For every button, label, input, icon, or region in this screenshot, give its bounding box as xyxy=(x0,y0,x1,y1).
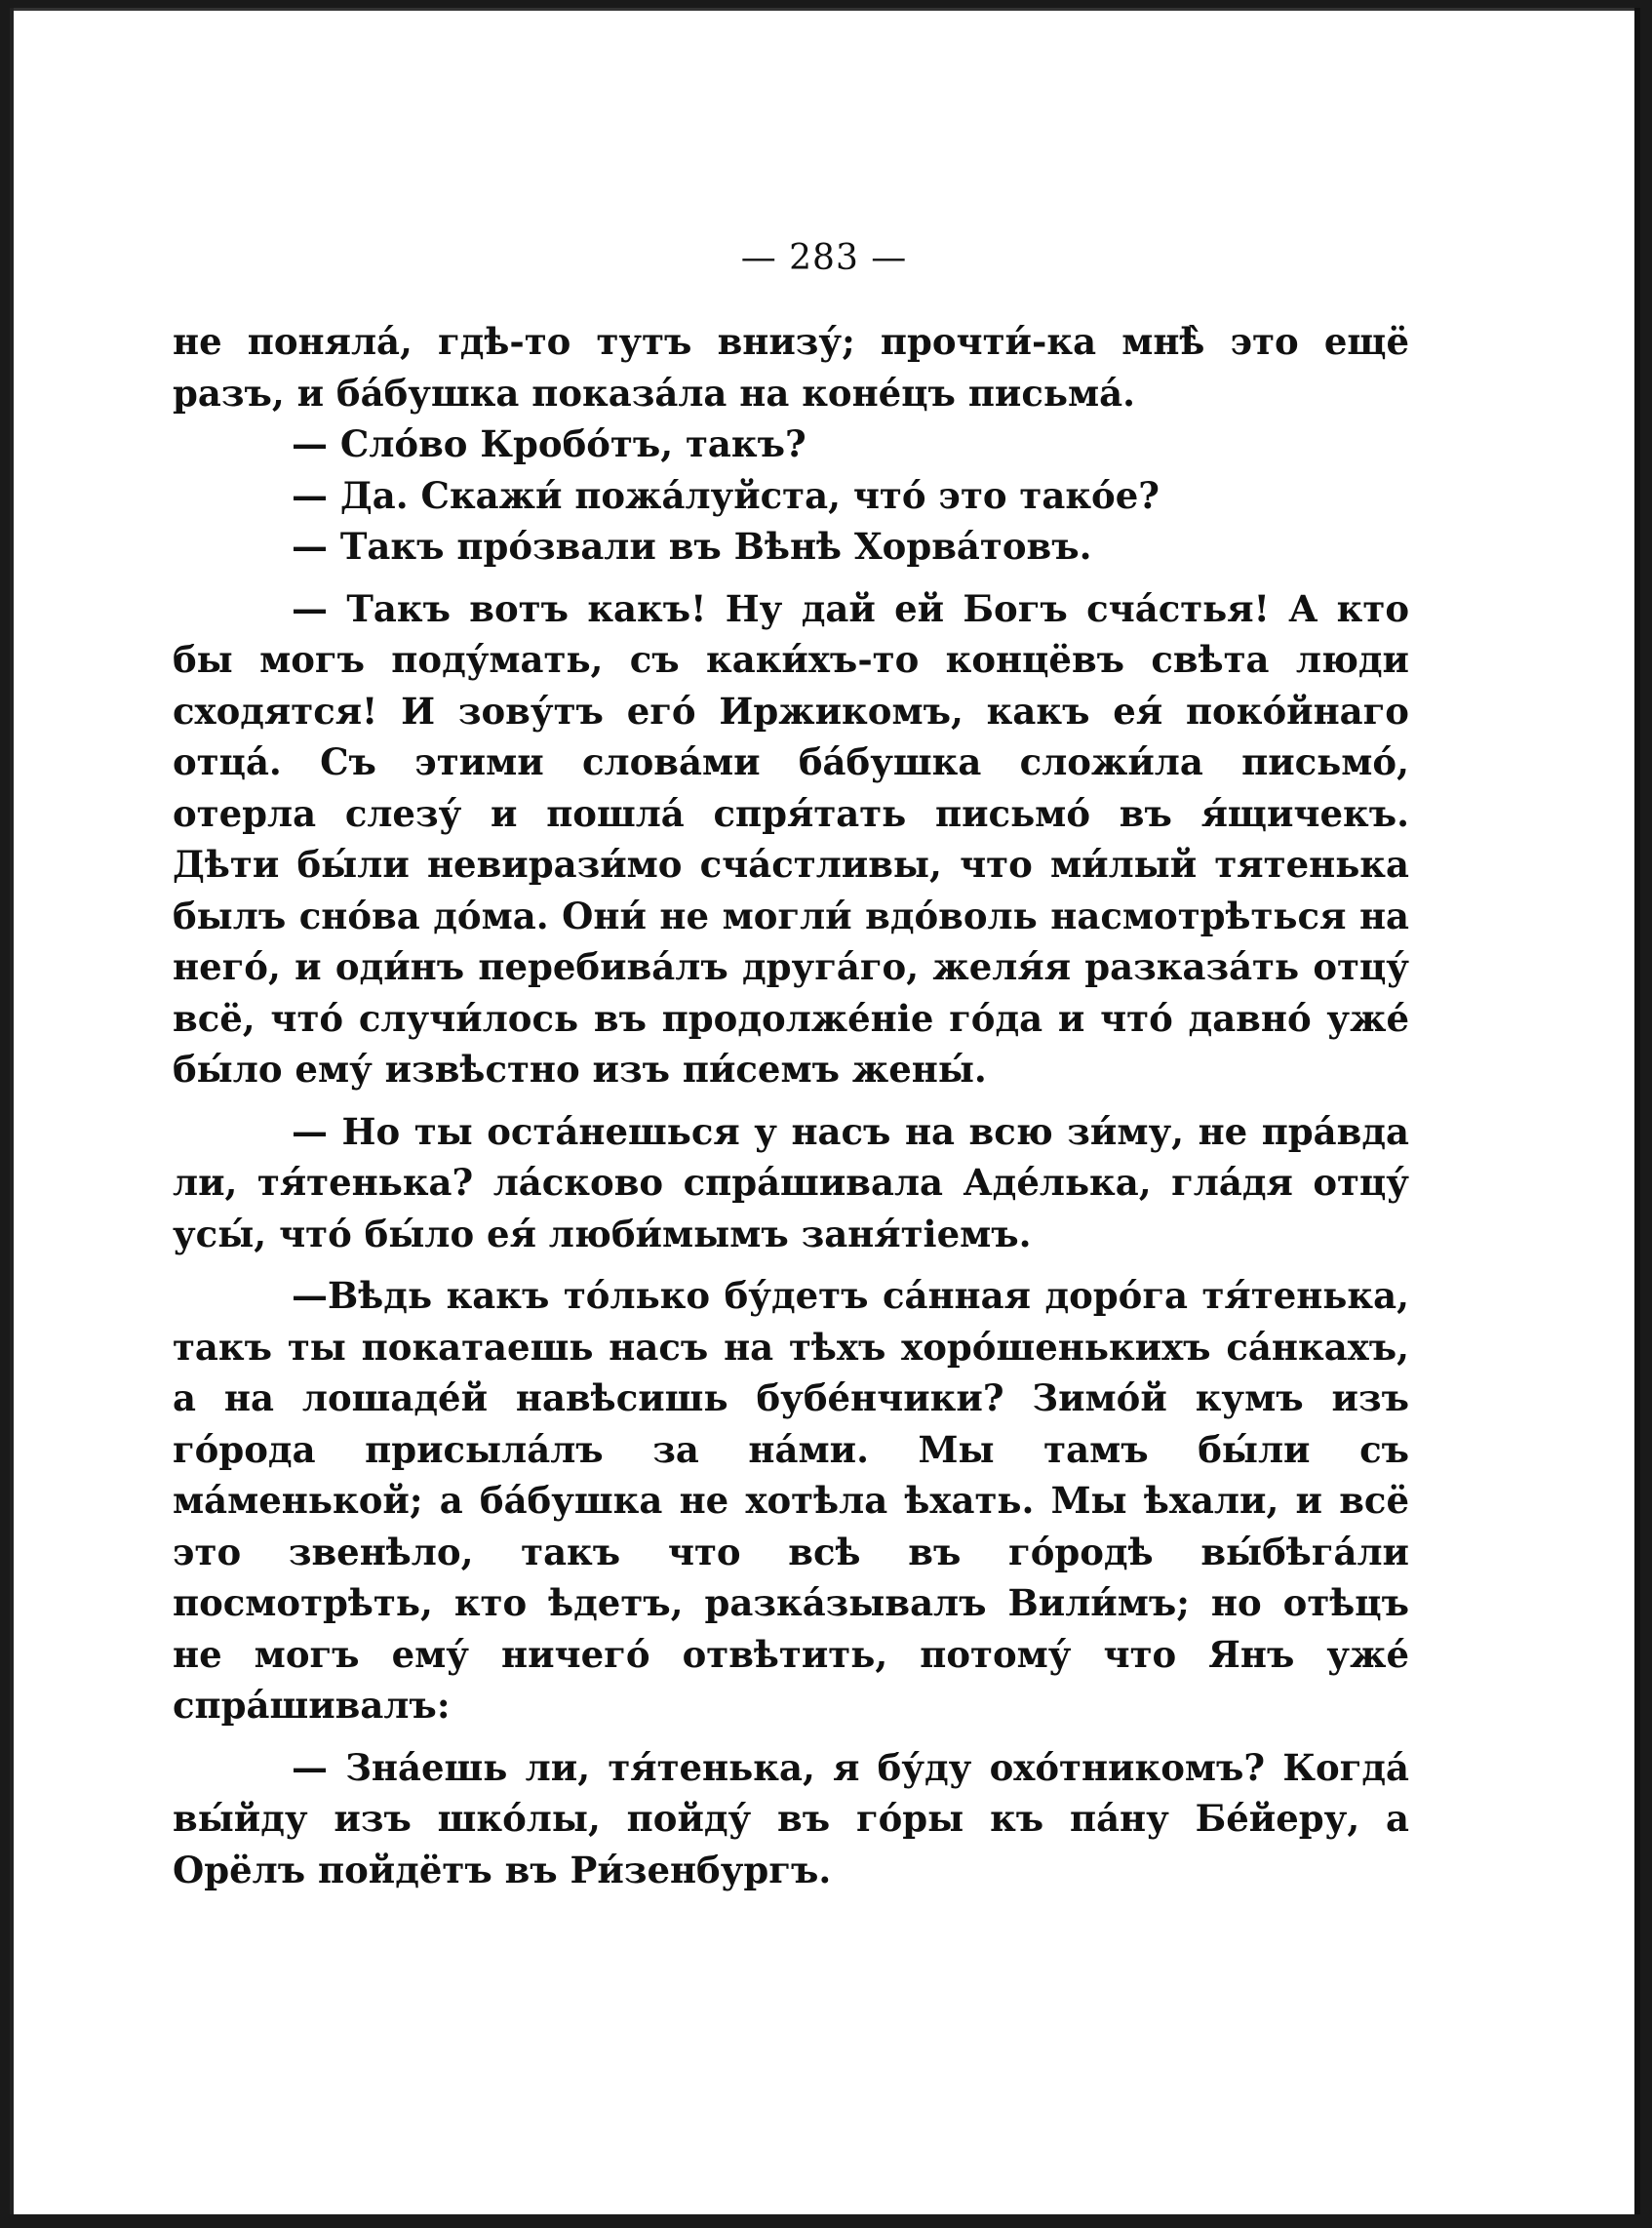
paragraph-narrative-1: — Такъ вотъ какъ! Ну дай ей Богъ сча́стья! А кто бы могъ поду́мать, съ каки́хъ-то концёвъ свѣта люди сходятся! И зову́тъ его́ Иржикомъ, какъ ея́ поко́йнаго отца́. Съ этими слова́ми ба́бушка сложи́ла письмо́, отерла слезу́ и пошла́ спря́тать письмо́ въ я́щичекъ. Дѣти бы́ли невирази́мо сча́стливы, что ми́лый тятенька былъ сно́ва до́ма. Они́ не могли́ вдо́воль насмотрѣться на него́, и оди́нъ перебива́лъ друга́го, желя́я разказа́ть отцу́ всё, что́ случи́лось въ продолже́ніе го́да и что́ давно́ уже́ бы́ло ему́ извѣстно изъ пи́семъ жены́. xyxy=(173,586,1409,1091)
paragraph-continuation: не поняла́, гдѣ-то тутъ внизу́; прочти́-ка мнѣ̀ это ещё разъ, и ба́бушка показа́ла на коне́цъ письма́. xyxy=(173,320,1409,415)
paragraph-dialogue-1: — Сло́во Кробо́тъ, такъ? xyxy=(292,422,806,465)
book-page xyxy=(10,8,1640,2214)
paragraph-dialogue-2: — Да. Скажи́ пожа́луйста, что́ это тако́е? xyxy=(292,473,1160,517)
paragraph-narrative-2: —Вѣдь какъ то́лько бу́детъ са́нная доро́га тя́тенька, такъ ты покатаешь насъ на тѣхъ хоро́шенькихъ са́нкахъ, а на лошаде́й навѣсишь бубе́нчики? Зимо́й кумъ изъ го́рода присыла́лъ за на́ми. Мы тамъ бы́ли съ ма́менькой; а ба́бушка не хотѣла ѣхать. Мы ѣхали, и всё это звенѣло, такъ что всѣ въ го́родѣ вы́бѣга́ли посмотрѣть, кто ѣдетъ, разка́зывалъ Вили́мъ; но отѣцъ не могъ ему́ ничего́ отвѣтить, потому́ что Янъ уже́ спра́шивалъ: xyxy=(173,1274,1409,1727)
paragraph-dialogue-4: — Но ты оста́нешься у насъ на всю зи́му, не пра́вда ли, тя́тенька? ла́сково спра́шивала Аде́лька, гла́дя отцу́ усы́, что́ бы́ло ея́ люби́мымъ заня́тіемъ. xyxy=(173,1109,1409,1255)
body-text xyxy=(173,316,1409,1895)
paragraph-dialogue-3: — Такъ про́звали въ Вѣнѣ Хорва́товъ. xyxy=(292,525,1092,568)
page-number: — 283 — xyxy=(740,238,908,278)
paragraph-dialogue-5: — Зна́ешь ли, тя́тенька, я бу́ду охо́тникомъ? Когда́ вы́йду изъ шко́лы, пойду́ въ го́ры къ па́ну Бе́йеру, а Орёлъ пойдётъ въ Ри́зенбургъ. xyxy=(173,1745,1409,1891)
page-top-edge xyxy=(14,8,1634,11)
